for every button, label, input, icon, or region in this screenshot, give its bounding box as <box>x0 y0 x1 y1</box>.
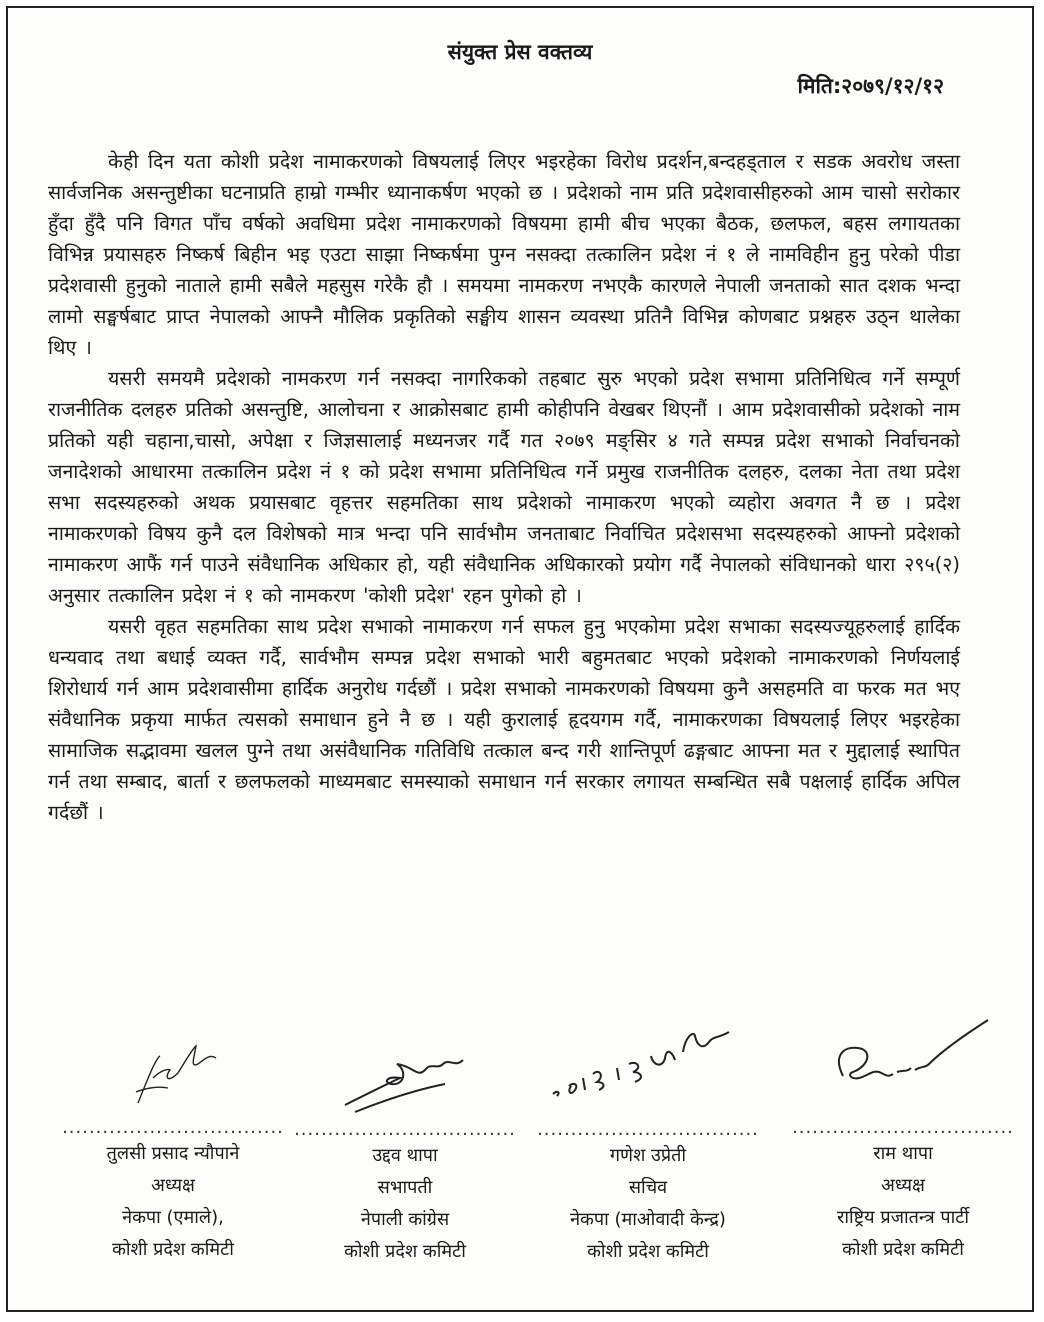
signatory-committee: कोशी प्रदेश कमिटी <box>842 1239 964 1260</box>
signature-line: ................................. <box>294 1119 516 1140</box>
signature-section <box>62 1018 1014 1308</box>
signatory-party: नेपाली कांग्रेस <box>360 1209 450 1230</box>
signatory-position: अध्यक्ष <box>881 1175 925 1196</box>
page-title: संयुक्त प्रेस वक्तव्य <box>447 40 593 64</box>
signatory-party: नेकपा (माओवादी केन्द्र) <box>570 1209 726 1230</box>
signatory-block <box>788 1006 1018 1266</box>
handwritten-signature <box>98 1018 248 1118</box>
handwritten-signature <box>803 1006 1003 1118</box>
signatory-committee: कोशी प्रदेश कमिटी <box>112 1239 234 1260</box>
signatory-committee: कोशी प्रदेश कमिटी <box>344 1241 466 1262</box>
signatory-committee: कोशी प्रदेश कमिटी <box>587 1241 709 1262</box>
signature-line: ................................. <box>62 1117 284 1138</box>
paragraph: केही दिन यता कोशी प्रदेश नामाकरणको विषयलाई लिएर भइरहेका विरोध प्रदर्शन,बन्दहड्ताल र सडक अवरोध जस्ता सार्वजनिक असन्तुष्टीका घटनाप्रति हाम्रो गम्भीर ध्यानाकर्षण भएको छ । प्रदेशको नाम प्रति प्रदेशवासीहरुको आम चासो सरोकार हुँदा हुँदै पनि विगत पाँच वर्षको अवधिमा प्रदेश नामाकरणको विषयमा हामी बीच भएका बैठक, छलफल, बहस लगायतका विभिन्न प्रयासहरु निष्कर्ष बिहीन भइ एउटा साझा निष्कर्षमा पुग्न नसक्दा तत्कालिन प्रदेश नं १ ले नामविहीन हुनु परेको पीडा प्रदेशवासी हुनुको नाताले हामी सबैले महसुस गरेकै हौ । समयमा नामकरण नभएकै कारणले नेपाली जनताको सात दशक भन्दा लामो सङ्घर्षबाट प्राप्त नेपालको आफ्नै मौलिक प्रकृतिको सङ्घीय शासन व्यवस्था प्रतिनै विभिन्न कोणबाट प्रश्नहरु उठ्न थालेका थिए । <box>48 150 960 359</box>
signatory-block <box>533 1016 763 1268</box>
signatory-block <box>290 1040 520 1268</box>
paragraph: यसरी समयमै प्रदेशको नामकरण गर्न नसक्दा नागरिकको तहबाट सुरु भएको प्रदेश सभामा प्रतिनिधित्व गर्ने सम्पूर्ण राजनीतिक दलहरु प्रतिको असन्तुष्टि, आलोचना र आक्रोसबाट हामी कोहीपनि वेखबर थिएनौं । आम प्रदेशवासीको प्रदेशको नाम प्रतिको यही चहाना,चासो, अपेक्षा र जिज्ञसालाई मध्यनजर गर्दै गत २०७९ मङ्सिर ४ गते सम्पन्न प्रदेश सभाको निर्वाचनको जनादेशको आधारमा तत्कालिन प्रदेश नं १ को प्रदेश सभामा प्रतिनिधित्व गर्ने प्रमुख राजनीतिक दलहरु, दलका नेता तथा प्रदेश सभा सदस्यहरुको अथक प्रयासबाट वृहत्तर सहमतिका साथ प्रदेशको नामाकरण भएको व्यहोरा अवगत नै छ । प्रदेश नामाकरणको विषय कुनै दल विशेषको मात्र भन्दा पनि सार्वभौम जनताबाट निर्वाचित प्रदेशसभा सदस्यहरुको आफ्नो प्रदेशको नामाकरण आफैं गर्न पाउने संवैधानिक अधिकार हो, यही संवैधानिक अधिकारको प्रयोग गर्दै नेपालको संविधानको धारा २९५(२) अनुसार तत्कालिन प्रदेश नं १ को नामकरण 'कोशी प्रदेश' रहन पुगेको हो । <box>48 367 960 607</box>
signatory-position: अध्यक्ष <box>151 1175 195 1196</box>
signature-line: ................................. <box>537 1119 759 1140</box>
handwritten-signature <box>325 1040 485 1120</box>
signatory-block <box>58 1018 288 1266</box>
document-date: मिति:२०७९/१२/१२ <box>797 74 944 98</box>
signatory-party: नेकपा (एमाले), <box>122 1207 224 1228</box>
signatory-position: सभापती <box>377 1177 433 1198</box>
signatory-name: उद्दव थापा <box>372 1145 438 1166</box>
signatory-party: राष्ट्रिय प्रजातन्त्र पार्टी <box>836 1207 969 1228</box>
signatory-name: गणेश उप्रेती <box>609 1145 687 1166</box>
document-page <box>6 6 1034 1312</box>
paragraph: यसरी वृहत सहमतिका साथ प्रदेश सभाको नामाकरण गर्न सफल हुनु भएकोमा प्रदेश सभाका सदस्यज्यूहरुलाई हार्दिक धन्यवाद तथा बधाई व्यक्त गर्दै, सार्वभौम सम्पन्न प्रदेश सभाको भारी बहुमतबाट भएको प्रदेशको नामाकरणको निर्णयलाई शिरोधार्य गर्न आम प्रदेशवासीमा हार्दिक अनुरोध गर्दछौं । प्रदेश सभाको नामकरणको विषयमा कुनै असहमति वा फरक मत भए संवैधानिक प्रकृया मार्फत त्यसको समाधान हुने नै छ । यही कुरालाई हृदयगम गर्दै, नामाकरणका विषयलाई लिएर भइरहेका सामाजिक सद्भावमा खलल पुग्ने तथा असंवैधानिक गतिविधि तत्काल बन्द गरी शान्तिपूर्ण ढङ्गबाट आफ्ना मत र मुद्दालाई स्थापित गर्न तथा सम्बाद, बार्ता र छलफलको माध्यमबाट समस्याको समाधान गर्न सरकार लगायत सम्बन्धित सबै पक्षलाई हार्दिक अपिल गर्दछौं । <box>48 615 960 824</box>
signatory-name: तुलसी प्रसाद न्यौपाने <box>106 1143 240 1164</box>
statement-body <box>48 146 960 828</box>
signatory-name: राम थापा <box>873 1143 933 1164</box>
signatory-position: सचिव <box>628 1177 668 1198</box>
signature-line: ................................. <box>792 1117 1014 1138</box>
handwritten-signature <box>533 1016 763 1120</box>
